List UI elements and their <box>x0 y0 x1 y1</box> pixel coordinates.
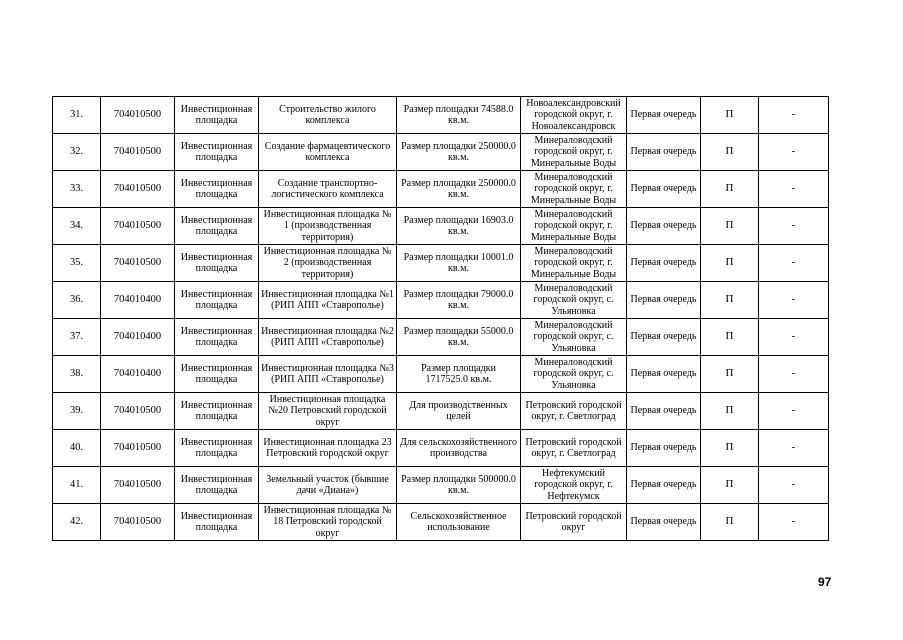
note-cell: - <box>759 319 829 356</box>
note-cell: - <box>759 208 829 245</box>
oktmo-code-cell: 704010500 <box>101 97 175 134</box>
status-mark-cell: П <box>701 430 759 467</box>
object-size-cell: Размер площадки 16903.0 кв.м. <box>397 208 521 245</box>
location-cell: Минераловодский городской округ, с. Ульяновка <box>521 319 627 356</box>
priority-cell: Первая очередь <box>627 245 701 282</box>
object-type-cell: Инвестиционная площадка <box>175 430 259 467</box>
row-number-cell: 32. <box>53 134 101 171</box>
oktmo-code-cell: 704010500 <box>101 208 175 245</box>
table-row <box>53 430 829 467</box>
row-number-cell: 41. <box>53 467 101 504</box>
priority-cell: Первая очередь <box>627 504 701 541</box>
status-mark-cell: П <box>701 393 759 430</box>
oktmo-code-cell: 704010400 <box>101 282 175 319</box>
oktmo-code-cell: 704010500 <box>101 171 175 208</box>
priority-cell: Первая очередь <box>627 393 701 430</box>
table-row <box>53 97 829 134</box>
row-number-cell: 38. <box>53 356 101 393</box>
object-name-cell: Инвестиционная площадка №1 (РИП АПП «Ставрополье) <box>259 282 397 319</box>
oktmo-code-cell: 704010400 <box>101 356 175 393</box>
location-cell: Минераловодский городской округ, с. Ульяновка <box>521 356 627 393</box>
row-number-cell: 39. <box>53 393 101 430</box>
table-row <box>53 393 829 430</box>
object-type-cell: Инвестиционная площадка <box>175 319 259 356</box>
row-number-cell: 36. <box>53 282 101 319</box>
note-cell: - <box>759 467 829 504</box>
status-mark-cell: П <box>701 245 759 282</box>
object-size-cell: Размер площадки 55000.0 кв.м. <box>397 319 521 356</box>
priority-cell: Первая очередь <box>627 319 701 356</box>
object-size-cell: Размер площадки 500000.0 кв.м. <box>397 467 521 504</box>
oktmo-code-cell: 704010500 <box>101 504 175 541</box>
registry-rows <box>53 97 829 541</box>
registry-table <box>52 96 829 541</box>
oktmo-code-cell: 704010500 <box>101 393 175 430</box>
oktmo-code-cell: 704010500 <box>101 134 175 171</box>
table-row <box>53 245 829 282</box>
location-cell: Минераловодский городской округ, г. Минеральные Воды <box>521 245 627 282</box>
object-type-cell: Инвестиционная площадка <box>175 467 259 504</box>
table-row <box>53 171 829 208</box>
object-name-cell: Инвестиционная площадка №20 Петровский городской округ <box>259 393 397 430</box>
object-size-cell: Размер площадки 250000.0 кв.м. <box>397 134 521 171</box>
object-size-cell: Размер площадки 1717525.0 кв.м. <box>397 356 521 393</box>
object-name-cell: Создание фармацевтического комплекса <box>259 134 397 171</box>
object-name-cell: Инвестиционная площадка №3 (РИП АПП «Ставрополье) <box>259 356 397 393</box>
object-type-cell: Инвестиционная площадка <box>175 208 259 245</box>
oktmo-code-cell: 704010500 <box>101 467 175 504</box>
object-name-cell: Инвестиционная площадка № 2 (производственная территория) <box>259 245 397 282</box>
object-name-cell: Инвестиционная площадка 23 Петровский городской округ <box>259 430 397 467</box>
status-mark-cell: П <box>701 208 759 245</box>
object-name-cell: Строительство жилого комплекса <box>259 97 397 134</box>
location-cell: Минераловодский городской округ, с. Ульяновка <box>521 282 627 319</box>
location-cell: Петровский городской округ <box>521 504 627 541</box>
priority-cell: Первая очередь <box>627 467 701 504</box>
status-mark-cell: П <box>701 356 759 393</box>
location-cell: Минераловодский городской округ, г. Минеральные Воды <box>521 134 627 171</box>
status-mark-cell: П <box>701 319 759 356</box>
object-type-cell: Инвестиционная площадка <box>175 97 259 134</box>
status-mark-cell: П <box>701 282 759 319</box>
location-cell: Петровский городской округ, г. Светлоград <box>521 430 627 467</box>
row-number-cell: 40. <box>53 430 101 467</box>
object-size-cell: Размер площадки 250000.0 кв.м. <box>397 171 521 208</box>
table-row <box>53 208 829 245</box>
location-cell: Минераловодский городской округ, г. Минеральные Воды <box>521 208 627 245</box>
priority-cell: Первая очередь <box>627 134 701 171</box>
oktmo-code-cell: 704010400 <box>101 319 175 356</box>
status-mark-cell: П <box>701 97 759 134</box>
note-cell: - <box>759 356 829 393</box>
table-row <box>53 504 829 541</box>
row-number-cell: 35. <box>53 245 101 282</box>
note-cell: - <box>759 504 829 541</box>
object-type-cell: Инвестиционная площадка <box>175 282 259 319</box>
object-name-cell: Инвестиционная площадка № 18 Петровский городской округ <box>259 504 397 541</box>
note-cell: - <box>759 245 829 282</box>
status-mark-cell: П <box>701 467 759 504</box>
location-cell: Новоалександровский городской округ, г. Новоалександровск <box>521 97 627 134</box>
note-cell: - <box>759 393 829 430</box>
table-row <box>53 134 829 171</box>
note-cell: - <box>759 430 829 467</box>
table-row <box>53 467 829 504</box>
note-cell: - <box>759 171 829 208</box>
object-type-cell: Инвестиционная площадка <box>175 504 259 541</box>
object-size-cell: Для сельскохозяйственного производства <box>397 430 521 467</box>
object-name-cell: Земельный участок (бывшие дачи «Диана») <box>259 467 397 504</box>
row-number-cell: 33. <box>53 171 101 208</box>
note-cell: - <box>759 134 829 171</box>
location-cell: Нефтекумский городской округ, г. Нефтекумск <box>521 467 627 504</box>
row-number-cell: 34. <box>53 208 101 245</box>
row-number-cell: 37. <box>53 319 101 356</box>
oktmo-code-cell: 704010500 <box>101 245 175 282</box>
oktmo-code-cell: 704010500 <box>101 430 175 467</box>
object-type-cell: Инвестиционная площадка <box>175 171 259 208</box>
object-name-cell: Инвестиционная площадка № 1 (производственная территория) <box>259 208 397 245</box>
row-number-cell: 31. <box>53 97 101 134</box>
location-cell: Петровский городской округ, г. Светлоград <box>521 393 627 430</box>
priority-cell: Первая очередь <box>627 430 701 467</box>
table-row <box>53 319 829 356</box>
object-size-cell: Сельскохозяйственное использование <box>397 504 521 541</box>
priority-cell: Первая очередь <box>627 356 701 393</box>
status-mark-cell: П <box>701 171 759 208</box>
object-type-cell: Инвестиционная площадка <box>175 393 259 430</box>
object-size-cell: Размер площадки 74588.0 кв.м. <box>397 97 521 134</box>
object-name-cell: Создание транспортно-логистического комплекса <box>259 171 397 208</box>
object-size-cell: Размер площадки 10001.0 кв.м. <box>397 245 521 282</box>
note-cell: - <box>759 282 829 319</box>
priority-cell: Первая очередь <box>627 97 701 134</box>
priority-cell: Первая очередь <box>627 208 701 245</box>
location-cell: Минераловодский городской округ, г. Минеральные Воды <box>521 171 627 208</box>
table-row <box>53 356 829 393</box>
object-type-cell: Инвестиционная площадка <box>175 356 259 393</box>
table-row <box>53 282 829 319</box>
status-mark-cell: П <box>701 504 759 541</box>
row-number-cell: 42. <box>53 504 101 541</box>
status-mark-cell: П <box>701 134 759 171</box>
priority-cell: Первая очередь <box>627 282 701 319</box>
object-type-cell: Инвестиционная площадка <box>175 245 259 282</box>
priority-cell: Первая очередь <box>627 171 701 208</box>
note-cell: - <box>759 97 829 134</box>
page-number: 97 <box>818 575 832 589</box>
object-name-cell: Инвестиционная площадка №2 (РИП АПП «Ставрополье) <box>259 319 397 356</box>
object-size-cell: Для производственных целей <box>397 393 521 430</box>
object-type-cell: Инвестиционная площадка <box>175 134 259 171</box>
object-size-cell: Размер площадки 79000.0 кв.м. <box>397 282 521 319</box>
